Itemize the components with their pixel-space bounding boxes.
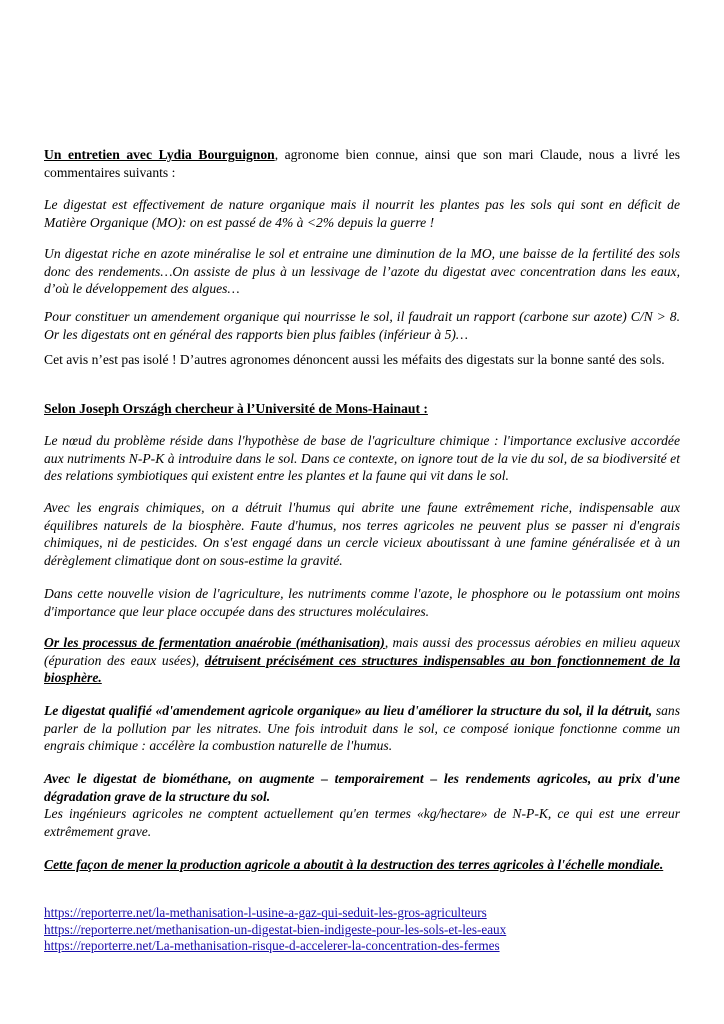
orszagh-paragraph-4: [44, 634, 680, 687]
orszagh-text-3: Dans cette nouvelle vision de l'agriculture, les nutriments comme l'azote, le phosphore ou le potassium ont moins d'importance que leur place occupée dans des structures moléculaires.: [44, 586, 680, 619]
methanisation-emphasis: Or les processus de fermentation anaérobie (méthanisation): [44, 635, 385, 650]
biomethane-emphasis: Avec le digestat de biométhane, on augmente – temporairement – les rendements agricoles, au prix d'une dégradation grave de la structure du sol.: [44, 771, 680, 804]
intro-lead: Un entretien avec Lydia Bourguignon: [44, 147, 275, 162]
quote-paragraph-3: [44, 308, 680, 343]
note-text: Cet avis n’est pas isolé ! D’autres agronomes dénoncent aussi les méfaits des digestats sur la bonne santé des sols.: [44, 352, 665, 367]
orszagh-text-4: , mais aussi des processus aérobies en milieu aqueux (épuration des eaux usées),: [44, 635, 680, 668]
quote-text-3: Pour constituer un amendement organique qui nourrisse le sol, il faudrait un rapport (carbone sur azote) C/N > 8. Or les digestats ont en général des rapports bien plus faibles (inférieur à 5)…: [44, 309, 680, 342]
conclusion-text: Cette façon de mener la production agricole a aboutit à la destruction des terres agricoles à l'échelle mondiale.: [44, 857, 664, 872]
intro-paragraph: [44, 146, 680, 181]
section-heading: [44, 400, 680, 418]
intro-rest: , agronome bien connue, ainsi que son mari Claude, nous a livré les commentaires suivants :: [44, 147, 680, 180]
orszagh-text-1: Le nœud du problème réside dans l'hypothèse de base de l'agriculture chimique : l'importance exclusive accordée aux nutriments N-P-K à introduire dans le sol. Dans ce contexte, on ignore tout de la vie du sol, de sa biodiversité et des relations symbiotiques qui existent entre les plantes et la faune qui vit dans le sol.: [44, 433, 680, 483]
section-heading-text: Selon Joseph Országh chercheur à l’Université de Mons-Hainaut :: [44, 401, 428, 416]
orszagh-paragraph-1: [44, 432, 680, 485]
reference-link-3[interactable]: https://reporterre.net/La-methanisation-risque-d-accelerer-la-concentration-des-fermes: [44, 938, 500, 953]
reference-link-2[interactable]: https://reporterre.net/methanisation-un-digestat-bien-indigeste-pour-les-sols-et-les-eaux: [44, 921, 507, 937]
quote-paragraph-2: [44, 245, 680, 298]
conclusion-paragraph: [44, 856, 680, 874]
digestat-emphasis: Le digestat qualifié «d'amendement agricole organique» au lieu d'améliorer la structure du sol, il la détruit,: [44, 703, 653, 718]
orszagh-paragraph-2: [44, 499, 680, 569]
reference-links: [44, 905, 506, 955]
quote-text-1: Le digestat est effectivement de nature organique mais il nourrit les plantes pas les sols qui sont en déficit de Matière Organique (MO): on est passé de 4% à <2% depuis la guerre !: [44, 197, 680, 230]
note-paragraph: [44, 351, 680, 369]
orszagh-text-2: Avec les engrais chimiques, on a détruit l'humus qui abrite une faune extrêmement riche, indispensable aux équilibres naturels de la biosphère. Faute d'humus, nos terres agricoles ne peuvent plus se passer ni d'engrais chimiques, ni de pesticides. On s'est engagé dans un cercle vicieux aboutissant à une famine généralisée et à un dérèglement climatique dont on sous-estime la gravité.: [44, 500, 680, 568]
orszagh-text-6: Les ingénieurs agricoles ne comptent actuellement qu'en termes «kg/hectare» de N-P-K, ce qui est une erreur extrêmement grave.: [44, 806, 680, 839]
orszagh-paragraph-5: [44, 702, 680, 755]
orszagh-paragraph-6: [44, 770, 680, 840]
reference-link-1[interactable]: https://reporterre.net/la-methanisation-l-usine-a-gaz-qui-seduit-les-gros-agriculteurs: [44, 905, 487, 920]
orszagh-text-5: sans parler de la pollution par les nitrates. Une fois introduit dans le sol, ce composé ionique fonctionne comme un engrais chimique : accélère la combustion naturelle de l'humus.: [44, 703, 681, 753]
structures-emphasis: détruisent précisément ces structures indispensables au bon fonctionnement de la biosphère.: [44, 652, 681, 685]
quote-text-2: Un digestat riche en azote minéralise le sol et entraine une diminution de la MO, une baisse de la fertilité des sols donc des rendements…On assiste de plus à un lessivage de l’azote du digestat avec concentration dans les eaux, d’où le développement des algues…: [44, 246, 680, 296]
orszagh-paragraph-3: [44, 585, 680, 620]
quote-paragraph-1: [44, 196, 680, 231]
